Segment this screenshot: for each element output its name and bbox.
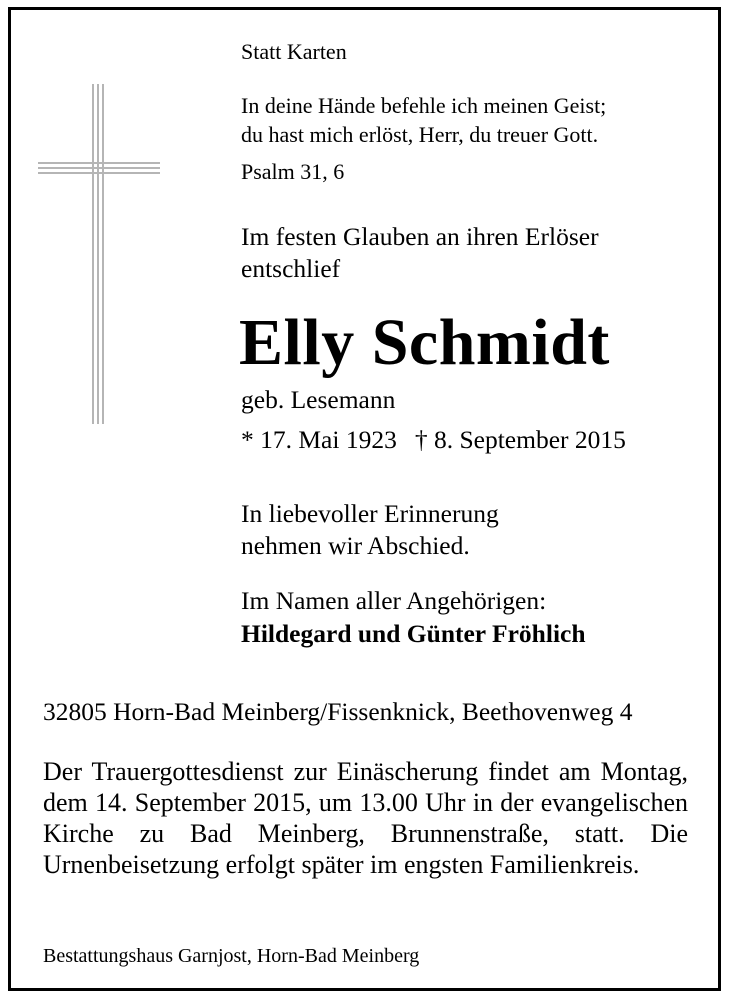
deceased-name: Elly Schmidt xyxy=(239,306,610,379)
death-date: † 8. September 2015 xyxy=(414,425,626,454)
funeral-home: Bestattungshaus Garnjost, Horn-Bad Meinberg xyxy=(43,945,420,967)
cross-icon xyxy=(38,84,160,424)
remembrance-line-2: nehmen wir Abschied. xyxy=(241,531,470,560)
address-line: 32805 Horn-Bad Meinberg/Fissenknick, Beethovenweg 4 xyxy=(43,697,633,726)
family-names: Hildegard und Günter Fröhlich xyxy=(241,619,586,648)
service-paragraph: Der Trauergottesdienst zur Einäscherung findet am Montag, dem 14. September 2015, um 13.00 Uhr in der evangelischen Kirche zu Bad Meinberg, Brunnenstraße, statt. Die Urnenbeisetzung erfolgt später im engsten Familienkreis. xyxy=(43,757,688,879)
maiden-name: geb. Lesemann xyxy=(241,385,396,414)
verse-reference: Psalm 31, 6 xyxy=(241,159,345,184)
remembrance-line-1: In liebevoller Erinnerung xyxy=(241,499,499,528)
life-dates xyxy=(241,425,626,455)
verse-line-1: In deine Hände befehle ich meinen Geist; xyxy=(241,93,607,118)
family-intro: Im Namen aller Angehörigen: xyxy=(241,586,547,615)
birth-date: * 17. Mai 1923 xyxy=(241,425,397,454)
intro-line-1: Im festen Glauben an ihren Erlöser xyxy=(241,222,599,251)
statt-karten-label: Statt Karten xyxy=(241,39,347,64)
verse-line-2: du hast mich erlöst, Herr, du treuer Gott. xyxy=(241,122,599,147)
intro-line-2: entschlief xyxy=(241,254,341,283)
